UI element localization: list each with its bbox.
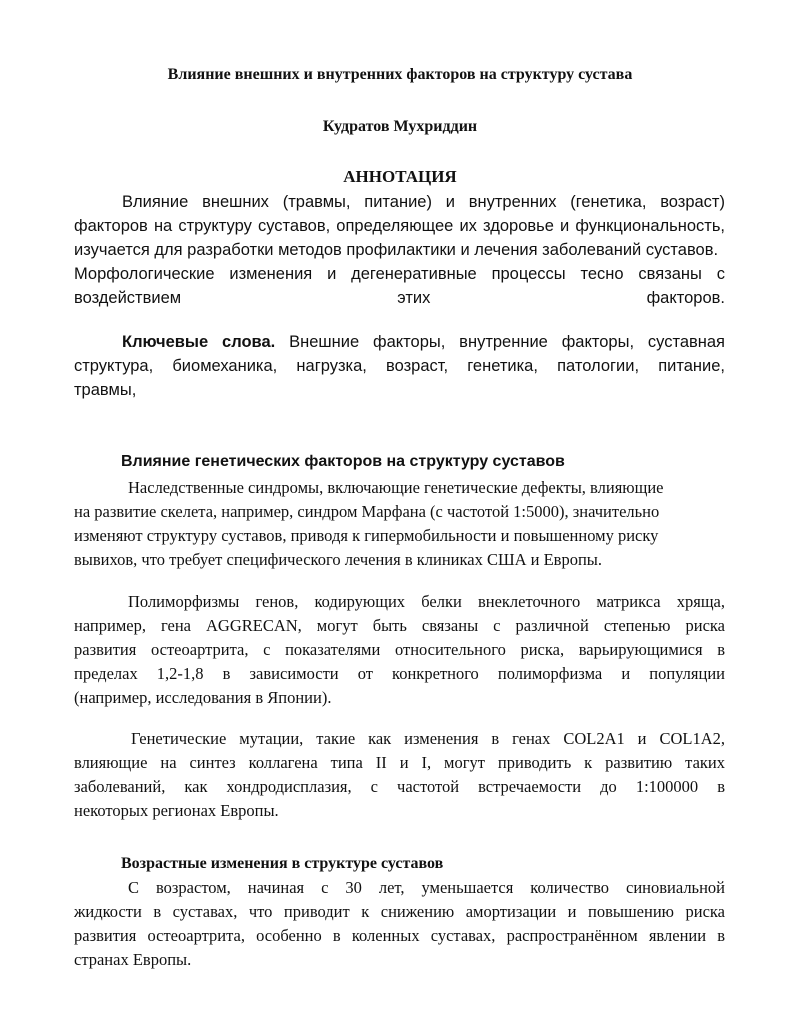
keywords-line: [122, 330, 725, 354]
paragraph-line: развития остеоартрита, особенно в коленных суставах, распространённом явлении в: [74, 926, 725, 945]
keywords-label: Ключевые слова.: [122, 333, 276, 351]
paragraph-line: (например, исследования в Японии).: [74, 688, 332, 707]
paragraph-line: на развитие скелета, например, синдром Марфана (с частотой 1:5000), значительно: [74, 502, 660, 521]
keywords-line: структура, биомеханика, нагрузка, возраст, генетика, патологии, питание,: [74, 357, 725, 375]
paragraph-line: вывихов, что требует специфического лечения в клиниках США и Европы.: [74, 550, 603, 569]
keywords-text: Внешние факторы, внутренние факторы, суставная: [289, 333, 725, 351]
paragraph-line: С возрастом, начиная с 30 лет, уменьшается количество синовиальной: [128, 878, 725, 897]
annotation-line: изучается для разработки методов профилактики и лечения заболеваний суставов.: [74, 241, 719, 259]
paragraph-line: Наследственные синдромы, включающие генетические дефекты, влияющие: [128, 478, 664, 497]
keywords-line: травмы,: [74, 381, 137, 399]
paragraph-line: влияющие на синтез коллагена типа II и I, могут приводить к развитию таких: [74, 753, 725, 772]
paragraph-line: например, гена AGGRECAN, могут быть связаны с различной степенью риска: [74, 616, 725, 635]
paragraph-line: некоторых регионах Европы.: [74, 801, 279, 820]
paragraph-line: Генетические мутации, такие как изменения в генах COL2A1 и COL1A2,: [131, 729, 725, 748]
paragraph-line: заболеваний, как хондродисплазия, с частотой встречаемости до 1:100000 в: [74, 777, 725, 796]
section-heading: Возрастные изменения в структуре суставов: [121, 855, 444, 872]
annotation-line: факторов на структуру суставов, определяющее их здоровье и функциональность,: [74, 217, 725, 235]
paper-title: Влияние внешних и внутренних факторов на структуру сустава: [167, 66, 633, 83]
paragraph-line: развития остеоартрита, с показателями относительного риска, варьирующимися в: [74, 640, 725, 659]
section-heading: Влияние генетических факторов на структуру суставов: [121, 453, 565, 470]
paragraph-line: жидкости в суставах, что приводит к снижению амортизации и повышению риска: [74, 902, 725, 921]
paragraph-line: Полиморфизмы генов, кодирующих белки внеклеточного матрикса хряща,: [128, 592, 725, 611]
annotation-heading: АННОТАЦИЯ: [343, 167, 457, 186]
annotation-line: Влияние внешних (травмы, питание) и внутренних (генетика, возраст): [122, 193, 725, 211]
annotation-line: Морфологические изменения и дегенеративные процессы тесно связаны с: [74, 265, 725, 283]
annotation-line: воздействием этих факторов.: [74, 289, 725, 307]
paragraph-line: изменяют структуру суставов, приводя к гипермобильности и повышенному риску: [74, 526, 659, 545]
author-name: Кудратов Мухриддин: [322, 118, 478, 135]
paragraph-line: пределах 1,2-1,8 в зависимости от конкретного полиморфизма и популяции: [74, 664, 725, 683]
paragraph-line: странах Европы.: [74, 950, 192, 969]
